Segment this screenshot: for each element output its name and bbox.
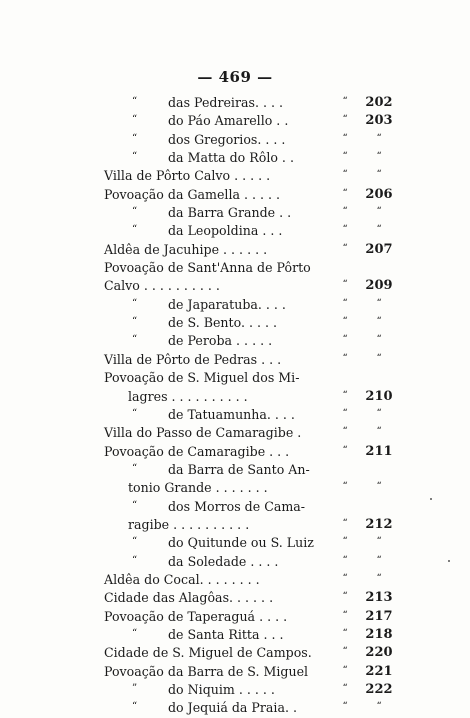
entry-text: da Barra Grande . . — [168, 205, 292, 221]
entry-text: tonio Grande . . . . . . . — [128, 480, 268, 496]
index-entry — [0, 608, 470, 626]
index-entry — [0, 663, 470, 681]
page-ref: 206 — [365, 186, 393, 202]
ditto-mark: “ — [342, 444, 348, 456]
index-entry — [0, 534, 470, 552]
page-ref: 211 — [365, 443, 393, 459]
entry-text: de S. Bento. . . . . — [168, 315, 277, 331]
entry-text: de Santa Ritta . . . — [168, 626, 284, 642]
index-entry — [0, 699, 470, 717]
entry-text: Povoação de Camaragibe . . . — [104, 443, 290, 459]
page-ref-ditto: “ — [376, 316, 382, 328]
ditto-mark: “ — [342, 407, 348, 419]
entry-text: Calvo . . . . . . . . . . — [104, 278, 220, 294]
ditto-mark: “ — [342, 701, 348, 713]
entry-text: Villa de Pôrto Calvo . . . . . — [104, 168, 271, 184]
entry-text: das Pedreiras. . . . — [168, 95, 283, 110]
entry-text: Povoação da Gamella . . . . . — [104, 186, 281, 202]
index-entry — [0, 406, 470, 424]
ditto-mark: “ — [342, 206, 348, 218]
entry-text: dos Gregorios. . . . — [168, 131, 286, 147]
index-entry — [0, 296, 470, 314]
page-ref-ditto: “ — [376, 701, 382, 713]
index-entry — [0, 204, 470, 222]
entry-text: do Niquim . . . . . — [168, 682, 275, 697]
index-list — [0, 94, 470, 718]
entry-text: da Soledade . . . . — [168, 553, 279, 569]
ditto-mark: “ — [342, 224, 348, 236]
ditto-mark: “ — [342, 114, 348, 126]
entry-text: de Tatuamunha. . . . — [168, 406, 295, 422]
page-ref-ditto: “ — [376, 151, 382, 163]
page-ref-ditto: “ — [376, 297, 382, 309]
ditto-mark: “ — [132, 206, 138, 218]
entry-text: da Leopoldina . . . — [168, 223, 283, 239]
page-ref: 218 — [365, 626, 393, 642]
entry-text: da Barra de Santo An- — [168, 461, 310, 477]
ditto-mark: “ — [132, 499, 138, 511]
entry-text: Povoação de Sant'Anna de Pôrto — [104, 260, 311, 276]
entry-text: do Páo Amarello . . — [168, 113, 289, 129]
entry-text: do Quitunde ou S. Luiz — [168, 535, 314, 551]
index-entry — [0, 498, 470, 516]
entry-text: da Matta do Rôlo . . — [168, 150, 294, 166]
entry-text: Povoação de S. Miguel dos Mi- — [104, 370, 300, 386]
ditto-mark: “ — [132, 407, 138, 419]
entry-text: Aldêa de Jacuhipe . . . . . . — [104, 241, 268, 257]
index-entry — [0, 351, 470, 369]
index-entry — [0, 479, 470, 497]
entry-text: de Peroba . . . . . — [168, 333, 273, 349]
index-entry — [0, 388, 470, 406]
index-entry — [0, 461, 470, 479]
ditto-mark: “ — [342, 609, 348, 621]
page-ref-ditto: “ — [376, 572, 382, 584]
entry-text: do Jequiá da Praia. . — [168, 700, 297, 716]
entry-text: ragibe . . . . . . . . . . — [128, 516, 250, 532]
entry-text: Povoação da Barra de S. Miguel — [104, 663, 309, 679]
ditto-mark: “ — [132, 114, 138, 126]
index-entry — [0, 149, 470, 167]
index-entry — [0, 222, 470, 240]
page-ref: 207 — [365, 241, 393, 257]
ditto-mark: “ — [342, 132, 348, 144]
index-entry — [0, 112, 470, 130]
ditto-mark: “ — [132, 316, 138, 328]
ditto-mark: “ — [342, 242, 348, 254]
ditto-mark: “ — [342, 316, 348, 328]
index-entry — [0, 94, 470, 112]
print-speck — [448, 560, 450, 562]
entry-text: Aldêa do Cocal. . . . . . . . — [104, 571, 260, 587]
index-entry — [0, 131, 470, 149]
ditto-mark: “ — [342, 352, 348, 364]
ditto-mark: “ — [132, 701, 138, 713]
index-entry — [0, 259, 470, 277]
ditto-mark: “ — [342, 536, 348, 548]
entry-text: Povoação de Taperaguá . . . . — [104, 608, 288, 624]
index-entry — [0, 516, 470, 534]
entry-text: Villa do Passo de Camaragibe . — [104, 425, 302, 441]
index-entry — [0, 589, 470, 607]
entry-text: Villa de Pôrto de Pedras . . . — [104, 351, 282, 367]
index-entry — [0, 443, 470, 461]
ditto-mark: “ — [132, 462, 138, 474]
index-entry — [0, 626, 470, 644]
index-entry — [0, 332, 470, 350]
page-ref-ditto: “ — [376, 536, 382, 548]
ditto-mark: “ — [342, 481, 348, 493]
ditto-mark: “ — [342, 627, 348, 639]
ditto-mark: ” — [132, 683, 138, 694]
entry-text: Cidade das Alagôas. . . . . . — [104, 590, 274, 606]
page-ref: 221 — [365, 663, 393, 679]
ditto-mark: “ — [342, 389, 348, 401]
page-ref-ditto: “ — [376, 132, 382, 144]
page-ref-ditto: “ — [376, 169, 382, 181]
index-entry — [0, 186, 470, 204]
index-entry — [0, 314, 470, 332]
ditto-mark: “ — [342, 279, 348, 291]
page-ref-ditto: “ — [376, 206, 382, 218]
ditto-mark: “ — [342, 169, 348, 181]
page-ref-ditto: “ — [376, 352, 382, 364]
page-ref-ditto: “ — [376, 426, 382, 438]
ditto-mark: “ — [132, 297, 138, 309]
entry-text: Cidade de S. Miguel de Campos. — [104, 645, 312, 661]
entry-text: dos Morros de Cama- — [168, 498, 306, 514]
print-speck — [430, 498, 432, 500]
ditto-mark: “ — [342, 426, 348, 438]
page-ref: 212 — [365, 516, 393, 532]
index-entry — [0, 277, 470, 295]
page-ref: 220 — [365, 645, 393, 661]
ditto-mark: “ — [342, 187, 348, 199]
page-ref: 202 — [365, 95, 393, 110]
ditto-mark: “ — [132, 132, 138, 144]
index-entry — [0, 241, 470, 259]
index-entry — [0, 369, 470, 387]
ditto-mark: “ — [132, 151, 138, 163]
ditto-mark: “ — [342, 591, 348, 603]
ditto-mark: “ — [132, 96, 138, 107]
ditto-mark: “ — [132, 334, 138, 346]
index-entry — [0, 424, 470, 442]
ditto-mark: “ — [342, 572, 348, 584]
ditto-mark: “ — [342, 151, 348, 163]
ditto-mark: “ — [132, 536, 138, 548]
ditto-mark: “ — [132, 554, 138, 566]
ditto-mark: “ — [342, 334, 348, 346]
ditto-mark: “ — [132, 627, 138, 639]
page-ref-ditto: “ — [376, 334, 382, 346]
page-ref: 213 — [365, 590, 393, 606]
ditto-mark: “ — [132, 224, 138, 236]
ditto-mark: “ — [342, 664, 348, 676]
page-ref: 210 — [365, 388, 393, 404]
ditto-mark: “ — [342, 96, 348, 107]
index-entry — [0, 167, 470, 185]
page-number: — 469 — — [197, 68, 273, 86]
entry-text: lagres . . . . . . . . . . — [128, 388, 248, 404]
ditto-mark: “ — [342, 646, 348, 658]
ditto-mark: “ — [342, 683, 348, 694]
ditto-mark: “ — [342, 554, 348, 566]
ditto-mark: “ — [342, 517, 348, 529]
index-entry — [0, 571, 470, 589]
ditto-mark: “ — [342, 297, 348, 309]
page-ref-ditto: “ — [376, 554, 382, 566]
page-ref: 209 — [365, 278, 393, 294]
index-entry — [0, 681, 470, 699]
page-ref: 217 — [365, 608, 393, 624]
index-entry — [0, 553, 470, 571]
entry-text: de Japaratuba. . . . — [168, 296, 286, 312]
page-ref-ditto: “ — [376, 407, 382, 419]
page-ref-ditto: “ — [376, 481, 382, 493]
page-ref: 203 — [365, 113, 393, 129]
index-entry — [0, 644, 470, 662]
page-ref-ditto: “ — [376, 224, 382, 236]
page-ref: 222 — [365, 682, 393, 697]
